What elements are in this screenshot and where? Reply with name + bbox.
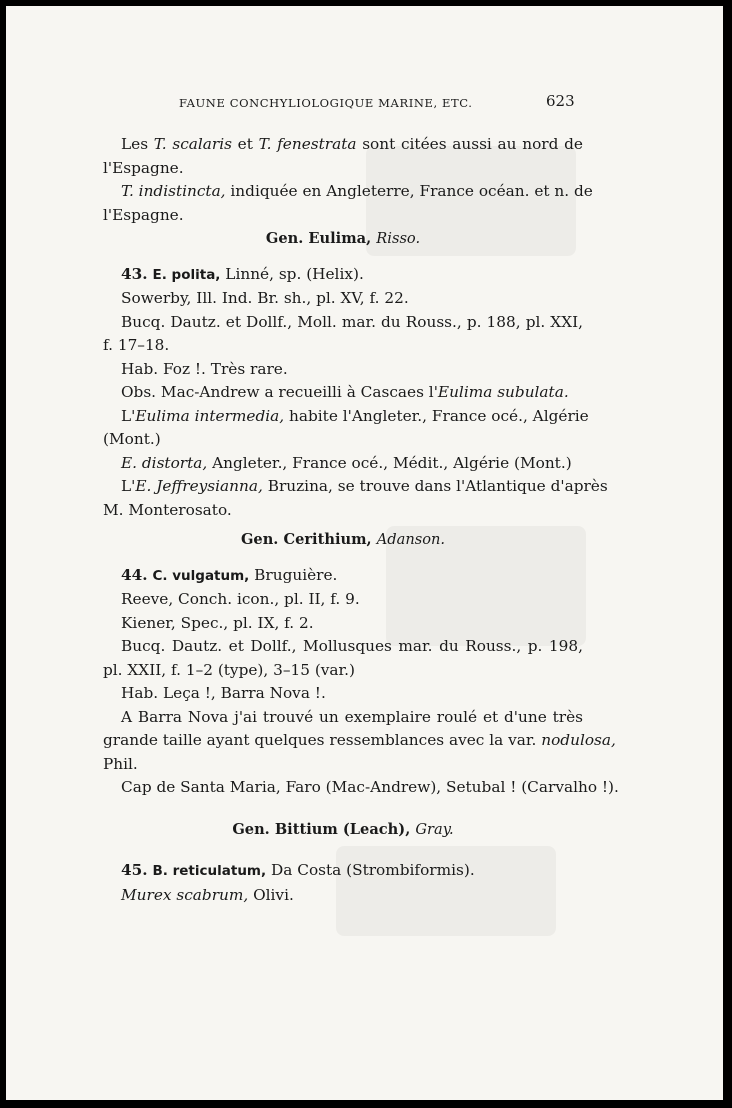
- paragraph-line: grande taille ayant quelques ressemblances avec la var. nodulosa,: [103, 731, 616, 749]
- genus-heading-eulima: Gen. Eulima, Risso.: [265, 230, 421, 247]
- paragraph-line: M. Monterosato.: [103, 500, 232, 519]
- page: [6, 6, 723, 1100]
- reference-line: f. 17–18.: [103, 336, 170, 354]
- paragraph-line: Phil.: [103, 754, 138, 773]
- paragraph-line: L'E. Jeffreysianna, Bruzina, se trouve dans l'Atlantique d'après: [121, 477, 608, 495]
- paragraph-line: Les T. scalaris et T. fenestrata sont citées aussi au nord de: [121, 135, 583, 153]
- reference-line: Bucq. Dautz. et Dollf., Moll. mar. du Rouss., p. 188, pl. XXI,: [121, 312, 583, 331]
- paragraph-line: T. indistincta, indiquée en Angleterre, France océan. et n. de: [121, 182, 593, 200]
- reference-line: Reeve, Conch. icon., pl. II, f. 9.: [121, 590, 360, 608]
- reference-line: Sowerby, Ill. Ind. Br. sh., pl. XV, f. 22.: [121, 289, 409, 307]
- species-entry-44: 44. C. vulgatum, Bruguière.: [121, 565, 338, 584]
- paragraph-line: l'Espagne.: [103, 205, 184, 224]
- reference-line: Bucq. Dautz. et Dollf., Mollusques mar. du Rouss., p. 198,: [121, 637, 583, 655]
- habitat-line: Hab. Leça !, Barra Nova !.: [121, 684, 326, 702]
- reference-line: pl. XXII, f. 1–2 (type), 3–15 (var.): [103, 660, 356, 679]
- paragraph-line: L'Eulima intermedia, habite l'Angleter., France océ., Algérie: [121, 406, 589, 425]
- species-entry-43: 43. E. polita, Linné, sp. (Helix).: [121, 264, 364, 283]
- observation-line: Obs. Mac-Andrew a recueilli à Cascaes l'Eulima subulata.: [121, 383, 569, 401]
- page-number: 623: [546, 92, 575, 110]
- page-header: [6, 90, 723, 112]
- synonym-line: Murex scabrum, Olivi.: [121, 885, 294, 904]
- locality-line: Cap de Santa Maria, Faro (Mac-Andrew), Setubal ! (Carvalho !).: [121, 778, 619, 796]
- reference-line: Kiener, Spec., pl. IX, f. 2.: [121, 613, 314, 632]
- habitat-line: Hab. Foz !. Très rare.: [121, 359, 288, 378]
- paragraph-line: l'Espagne.: [103, 158, 184, 177]
- paragraph-line: (Mont.): [103, 430, 161, 448]
- paragraph-line: E. distorta, Angleter., France océ., Médit., Algérie (Mont.): [121, 453, 572, 472]
- running-title: FAUNE CONCHYLIOLOGIQUE MARINE, ETC.: [179, 96, 473, 110]
- genus-heading-bittium: Gen. Bittium (Leach), Gray.: [232, 820, 454, 838]
- genus-heading-cerithium: Gen. Cerithium, Adanson.: [240, 531, 446, 548]
- page-body: [103, 133, 619, 907]
- paragraph-line: A Barra Nova j'ai trouvé un exemplaire roulé et d'une très: [121, 707, 583, 726]
- species-entry-45: 45. B. reticulatum, Da Costa (Strombiformis).: [121, 861, 475, 879]
